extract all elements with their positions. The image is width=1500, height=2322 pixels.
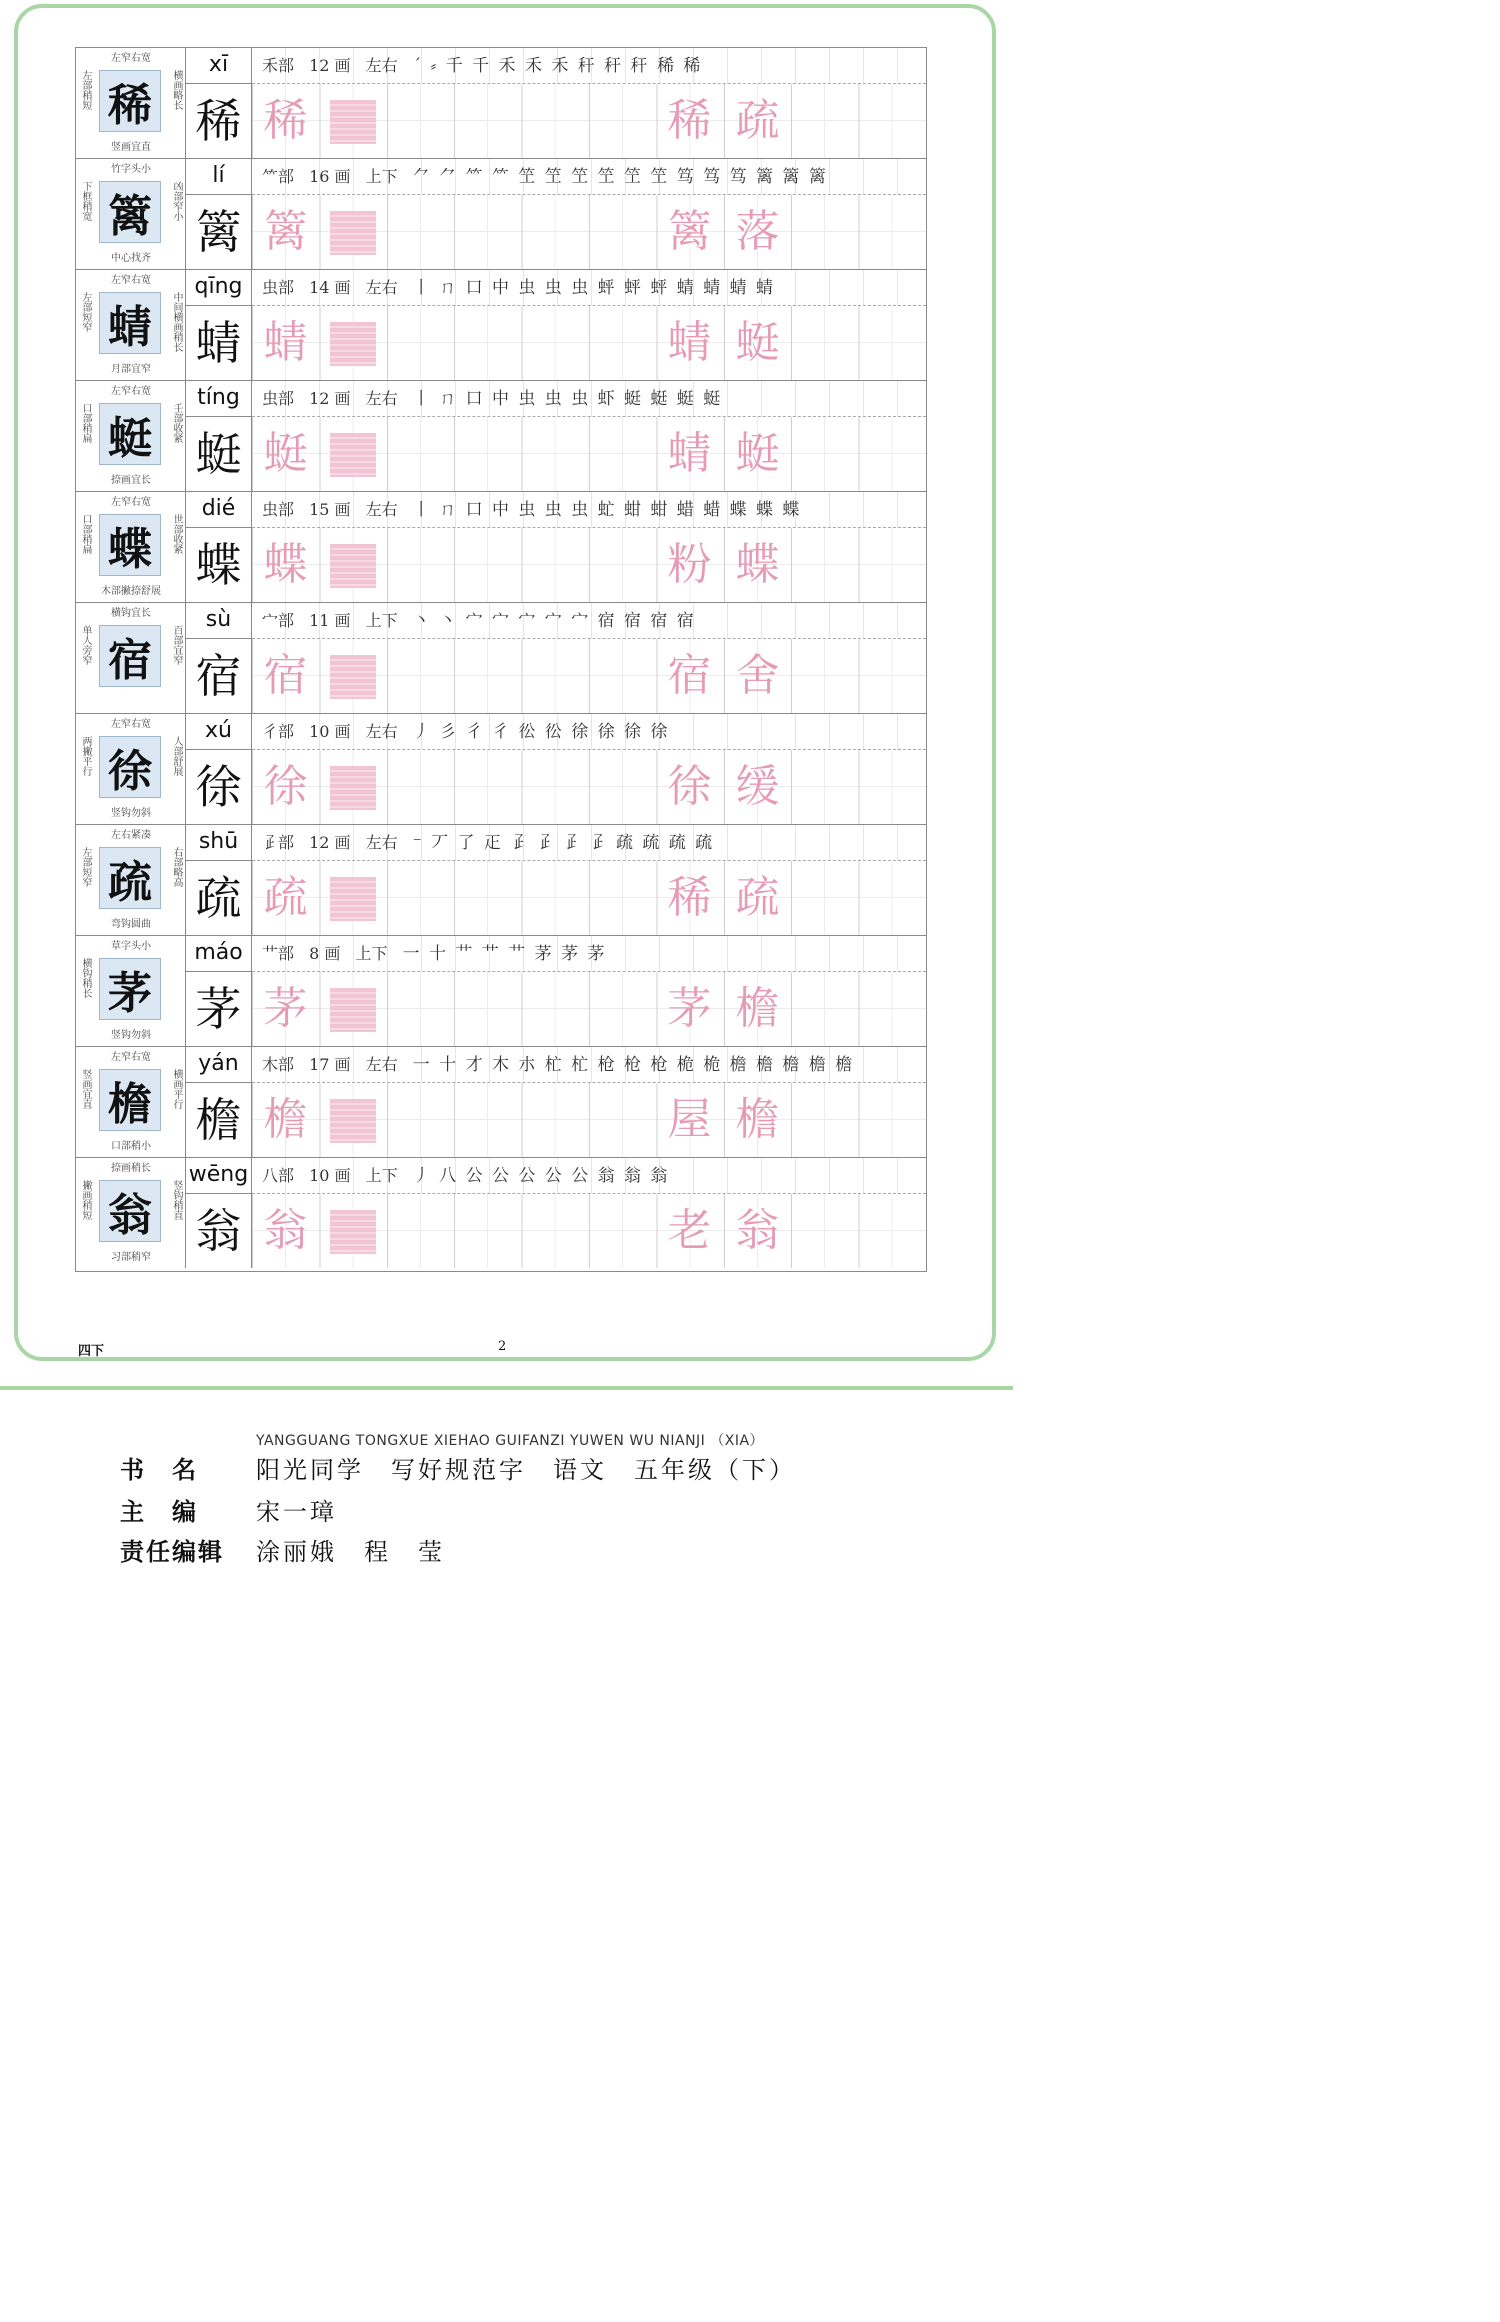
stroke-count: 10 画 — [309, 1166, 351, 1185]
stroke-count: 12 画 — [309, 389, 351, 408]
tip-left: 左部稍短 — [80, 70, 91, 110]
pinyin: xú — [186, 714, 252, 750]
credit-label: 书 名 — [120, 1455, 198, 1484]
tip-top: 左窄右宽 — [111, 386, 151, 397]
writing-tips-cell — [76, 825, 186, 935]
credit-value: 阳光同学 写好规范字 语文 五年级（下） — [256, 1456, 796, 1484]
word-char-2: 檐 — [735, 983, 780, 1034]
character: 篱 — [186, 195, 252, 269]
word-char-2: 落 — [735, 206, 780, 257]
character: 疏 — [186, 861, 252, 935]
model-character: 蜓 — [99, 403, 161, 465]
tip-right: 百部宜窄 — [171, 625, 182, 665]
pinyin: yán — [186, 1047, 252, 1083]
tip-left: 撇画稍短 — [80, 1180, 91, 1220]
writing-tips-cell — [76, 159, 186, 269]
stroke-count: 11 画 — [309, 611, 351, 630]
stroke-order: 丿 彡 彳 彳 彸 彸 徐 徐 徐 徐 — [412, 722, 670, 742]
model-character: 翁 — [99, 1180, 161, 1242]
writing-tips-cell — [76, 936, 186, 1046]
grade-label: 四下 — [78, 1344, 105, 1359]
radical: 禾部 — [262, 56, 295, 75]
tip-top: 左窄右宽 — [111, 719, 151, 730]
tip-bottom: 竖钩勿斜 — [111, 808, 151, 819]
structure: 上下 — [365, 1166, 398, 1185]
stroke-info — [252, 825, 926, 861]
character-row — [76, 381, 926, 492]
character: 翁 — [186, 1194, 252, 1268]
character-row — [76, 714, 926, 825]
stroke-guide-box — [330, 1210, 376, 1254]
radical: ⺮部 — [262, 167, 295, 186]
practice-grid[interactable] — [252, 1083, 926, 1157]
stroke-order: ⺈ ⺈ ⺮ ⺮ 笁 笁 笁 笁 笁 笁 笃 笃 笃 篱 篱 篱 — [412, 167, 828, 187]
structure: 左右 — [365, 56, 398, 75]
model-character: 蜻 — [99, 292, 161, 354]
stroke-info — [252, 603, 926, 639]
character-row — [76, 603, 926, 714]
stroke-info — [252, 936, 926, 972]
trace-character: 蜻 — [263, 317, 308, 368]
stroke-info — [252, 381, 926, 417]
stroke-order: ´ ⸗ 千 千 禾 禾 禾 秆 秆 秆 稀 稀 — [412, 56, 703, 76]
word-char-1: 篱 — [667, 206, 712, 257]
tip-bottom: 月部宜窄 — [111, 364, 151, 375]
practice-grid[interactable] — [252, 417, 926, 491]
stroke-order: 一 十 艹 艹 艹 茅 茅 茅 — [402, 944, 607, 964]
stroke-guide-box — [330, 544, 376, 588]
character-row — [76, 159, 926, 270]
trace-character: 翁 — [263, 1205, 308, 1256]
radical: 虫部 — [262, 500, 295, 519]
stroke-count: 16 画 — [309, 167, 351, 186]
stroke-info — [252, 48, 926, 84]
pinyin: tíng — [186, 381, 252, 417]
structure: 左右 — [365, 278, 398, 297]
tip-top: 左窄右宽 — [111, 497, 151, 508]
credit-editor — [120, 1492, 337, 1527]
stroke-order: 丶 丶 宀 宀 宀 宀 宀 宿 宿 宿 宿 — [412, 611, 696, 631]
word-char-2: 蜓 — [735, 428, 780, 479]
word-char-2: 蜓 — [735, 317, 780, 368]
stroke-order: 丨 ㄇ 口 中 虫 虫 虫 蚲 蚲 蚲 蜻 蜻 蜻 蜻 — [412, 278, 776, 298]
stroke-guide-box — [330, 322, 376, 366]
credit-book-name — [120, 1450, 796, 1485]
radical: 虫部 — [262, 278, 295, 297]
word-char-1: 徐 — [667, 761, 712, 812]
character: 稀 — [186, 84, 252, 158]
radical: 木部 — [262, 1055, 295, 1074]
writing-tips-cell — [76, 381, 186, 491]
credit-label: 主 编 — [120, 1497, 198, 1526]
character: 蝶 — [186, 528, 252, 602]
word-char-1: 宿 — [667, 650, 712, 701]
model-character: 稀 — [99, 70, 161, 132]
word-char-2: 翁 — [735, 1205, 780, 1256]
tip-left: 下框稍宽 — [80, 181, 91, 221]
tip-right: 横画略长 — [171, 70, 182, 110]
stroke-guide-box — [330, 766, 376, 810]
stroke-info — [252, 1047, 926, 1083]
structure: 上下 — [365, 167, 398, 186]
tip-bottom: 口部稍小 — [111, 1141, 151, 1152]
stroke-info — [252, 270, 926, 306]
word-char-2: 疏 — [735, 95, 780, 146]
stroke-info — [252, 1158, 926, 1194]
tip-right: 竖钩稍直 — [171, 1180, 182, 1220]
stroke-guide-box — [330, 1099, 376, 1143]
stroke-guide-box — [330, 655, 376, 699]
word-char-1: 粉 — [667, 539, 712, 590]
tip-right: 世部收紧 — [171, 514, 182, 554]
writing-tips-cell — [76, 492, 186, 602]
trace-character: 宿 — [263, 650, 308, 701]
word-char-1: 老 — [667, 1205, 712, 1256]
practice-grid[interactable] — [252, 1194, 926, 1268]
tip-top: 左窄右宽 — [111, 53, 151, 64]
tip-left: 左部短窄 — [80, 847, 91, 887]
tip-right: 人部舒展 — [171, 736, 182, 776]
stroke-count: 12 画 — [309, 833, 351, 852]
radical: 艹部 — [262, 944, 295, 963]
model-character: 檐 — [99, 1069, 161, 1131]
pinyin: wēng — [186, 1158, 252, 1194]
structure: 左右 — [365, 722, 398, 741]
pinyin: lí — [186, 159, 252, 195]
model-character: 疏 — [99, 847, 161, 909]
word-char-1: 稀 — [667, 872, 712, 923]
word-char-1: 茅 — [667, 983, 712, 1034]
word-char-1: 蜻 — [667, 428, 712, 479]
tip-bottom: 弯钩圆曲 — [111, 919, 151, 930]
word-char-1: 屋 — [667, 1094, 712, 1145]
stroke-guide-box — [330, 433, 376, 477]
tip-left: 口部稍扁 — [80, 514, 91, 554]
stroke-count: 12 画 — [309, 56, 351, 75]
character-practice-table — [75, 47, 927, 1272]
word-char-2: 疏 — [735, 872, 780, 923]
tip-bottom: 竖画宜直 — [111, 142, 151, 153]
stroke-count: 17 画 — [309, 1055, 351, 1074]
stroke-guide-box — [330, 988, 376, 1032]
stroke-count: 8 画 — [309, 944, 341, 963]
trace-character: 稀 — [263, 95, 308, 146]
tip-left: 横钩稍长 — [80, 958, 91, 998]
word-char-2: 蝶 — [735, 539, 780, 590]
tip-left: 左部短窄 — [80, 292, 91, 332]
character-row — [76, 1047, 926, 1158]
practice-grid[interactable] — [252, 750, 926, 824]
stroke-count: 15 画 — [309, 500, 351, 519]
writing-tips-cell — [76, 270, 186, 380]
trace-character: 茅 — [263, 983, 308, 1034]
radical: 𤴔部 — [262, 833, 295, 852]
character-row — [76, 825, 926, 936]
stroke-order: 丨 ㄇ 口 中 虫 虫 虫 虻 蚶 蚶 蜡 蜡 蝶 蝶 蝶 — [412, 500, 802, 520]
tip-top: 左窄右宽 — [111, 275, 151, 286]
credit-value: 宋一璋 — [256, 1498, 337, 1526]
model-character: 蝶 — [99, 514, 161, 576]
tip-bottom: 中心找齐 — [111, 253, 151, 264]
stroke-count: 14 画 — [309, 278, 351, 297]
word-char-1: 稀 — [667, 95, 712, 146]
tip-right: 横画平行 — [171, 1069, 182, 1109]
character: 宿 — [186, 639, 252, 713]
tip-right: 壬部收紧 — [171, 403, 182, 443]
stroke-info — [252, 159, 926, 195]
stroke-count: 10 画 — [309, 722, 351, 741]
writing-tips-cell — [76, 1047, 186, 1157]
tip-bottom: 木部撇捺舒展 — [101, 586, 161, 597]
tip-top: 捺画稍长 — [111, 1163, 151, 1174]
character: 蜻 — [186, 306, 252, 380]
stroke-guide-box — [330, 100, 376, 144]
trace-character: 篱 — [263, 206, 308, 257]
practice-grid[interactable] — [252, 528, 926, 602]
credit-responsible-editors — [120, 1532, 445, 1567]
radical: 八部 — [262, 1166, 295, 1185]
trace-character: 蜓 — [263, 428, 308, 479]
structure: 左右 — [365, 389, 398, 408]
model-character: 宿 — [99, 625, 161, 687]
pinyin: shū — [186, 825, 252, 861]
book-pinyin-title: YANGGUANG TONGXUE XIEHAO GUIFANZI YUWEN WU NIANJI （XIA） — [256, 1433, 765, 1449]
structure: 左右 — [365, 500, 398, 519]
stroke-guide-box — [330, 877, 376, 921]
tip-right: 中间横画稍长 — [171, 292, 182, 352]
character: 茅 — [186, 972, 252, 1046]
tip-top: 横钩宜长 — [111, 608, 151, 619]
writing-tips-cell — [76, 48, 186, 158]
practice-grid[interactable] — [252, 972, 926, 1046]
structure: 上下 — [355, 944, 388, 963]
character: 徐 — [186, 750, 252, 824]
page-number: 2 — [498, 1339, 507, 1354]
tip-bottom: 捺画宜长 — [111, 475, 151, 486]
stroke-guide-box — [330, 211, 376, 255]
trace-character: 徐 — [263, 761, 308, 812]
pinyin: xī — [186, 48, 252, 84]
tip-left: 竖画宜直 — [80, 1069, 91, 1109]
tip-bottom: 习部稍窄 — [111, 1252, 151, 1263]
character-row — [76, 936, 926, 1047]
structure: 左右 — [365, 833, 398, 852]
radical: 彳部 — [262, 722, 295, 741]
character: 蜓 — [186, 417, 252, 491]
tip-left: 口部稍扁 — [80, 403, 91, 443]
radical: 宀部 — [262, 611, 295, 630]
tip-top: 左右紧凑 — [111, 830, 151, 841]
stroke-order: ⁻ 丆 了 𤴓 𤴔 𤴔 𤴔 𤴔 疏 疏 疏 疏 — [412, 833, 715, 853]
structure: 左右 — [365, 1055, 398, 1074]
tip-top: 草字头小 — [111, 941, 151, 952]
character-row — [76, 1158, 926, 1269]
structure: 上下 — [365, 611, 398, 630]
pinyin: dié — [186, 492, 252, 528]
word-char-2: 缓 — [735, 761, 780, 812]
practice-grid[interactable] — [252, 84, 926, 158]
divider — [0, 1386, 1013, 1390]
tip-top: 竹字头小 — [111, 164, 151, 175]
practice-grid[interactable] — [252, 306, 926, 380]
word-char-2: 舍 — [735, 650, 780, 701]
pinyin: qīng — [186, 270, 252, 306]
stroke-order: 丨 ㄇ 口 中 虫 虫 虫 虾 蜓 蜓 蜓 蜓 — [412, 389, 723, 409]
word-char-1: 蜻 — [667, 317, 712, 368]
pinyin: máo — [186, 936, 252, 972]
pinyin: sù — [186, 603, 252, 639]
stroke-order: 一 十 才 木 朩 杧 杧 枪 枪 枪 桅 桅 檐 檐 檐 檐 檐 — [412, 1055, 855, 1075]
trace-character: 蝶 — [263, 539, 308, 590]
character-row — [76, 492, 926, 603]
stroke-info — [252, 492, 926, 528]
trace-character: 疏 — [263, 872, 308, 923]
credit-value: 涂丽娥 程 莹 — [256, 1538, 445, 1566]
practice-grid[interactable] — [252, 195, 926, 269]
tip-right: 右部略高 — [171, 847, 182, 887]
character-row — [76, 48, 926, 159]
tip-left: 两撇平行 — [80, 736, 91, 776]
radical: 虫部 — [262, 389, 295, 408]
model-character: 茅 — [99, 958, 161, 1020]
trace-character: 檐 — [263, 1094, 308, 1145]
model-character: 徐 — [99, 736, 161, 798]
tip-left: 单人旁窄 — [80, 625, 91, 665]
model-character: 篱 — [99, 181, 161, 243]
tip-top: 左窄右宽 — [111, 1052, 151, 1063]
writing-tips-cell — [76, 1158, 186, 1268]
stroke-info — [252, 714, 926, 750]
tip-bottom: 竖钩勿斜 — [111, 1030, 151, 1041]
writing-tips-cell — [76, 714, 186, 824]
character-row — [76, 270, 926, 381]
word-char-2: 檐 — [735, 1094, 780, 1145]
writing-tips-cell — [76, 603, 186, 713]
credit-label: 责任编辑 — [120, 1537, 224, 1566]
stroke-order: 丿 八 公 公 公 公 公 翁 翁 翁 — [412, 1166, 670, 1186]
practice-grid[interactable] — [252, 639, 926, 713]
character: 檐 — [186, 1083, 252, 1157]
practice-grid[interactable] — [252, 861, 926, 935]
tip-right: 凶部窄小 — [171, 181, 182, 221]
